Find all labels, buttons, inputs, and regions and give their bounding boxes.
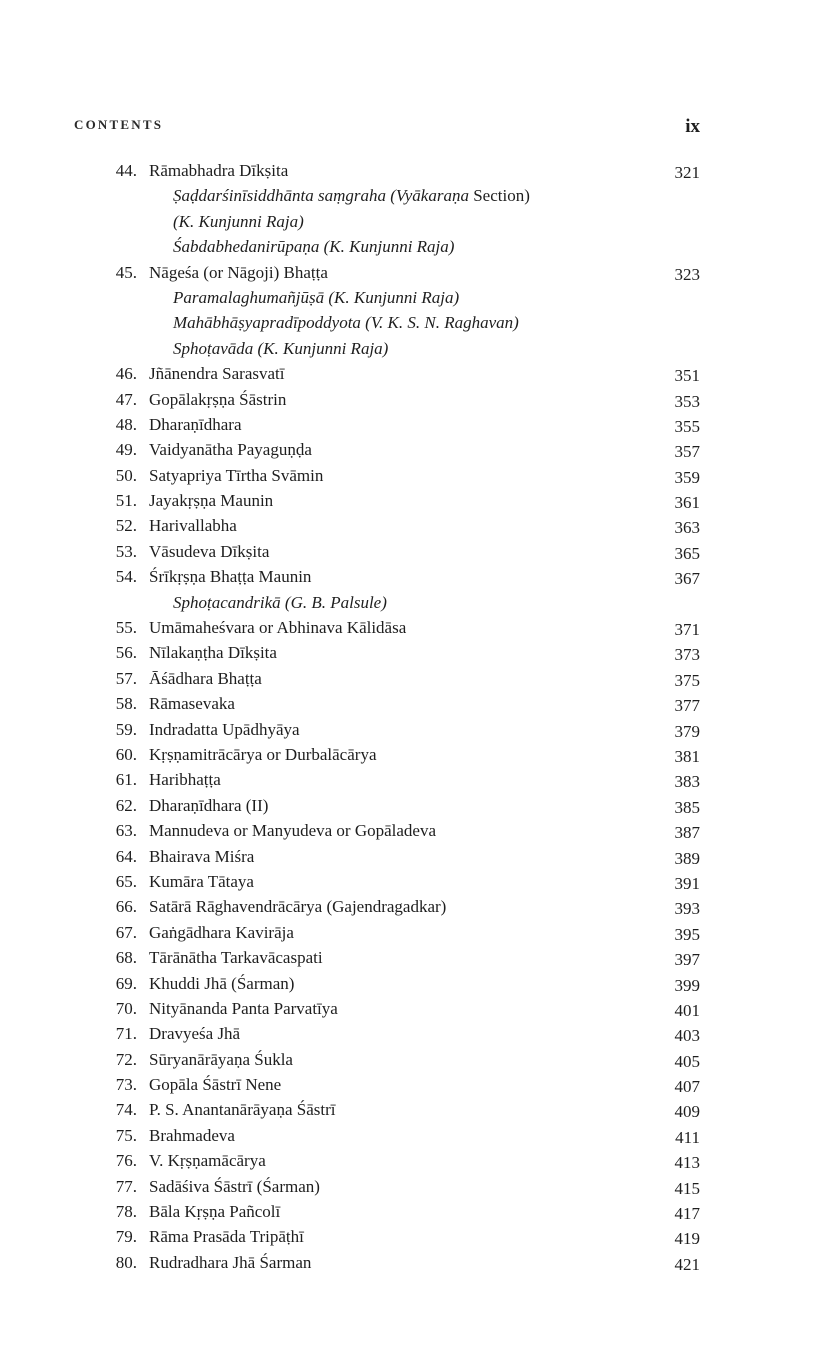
entry-number: 76. xyxy=(115,1151,137,1171)
entry-number: 59. xyxy=(115,719,137,739)
entry-number: 57. xyxy=(115,668,137,688)
toc-entry xyxy=(0,437,832,462)
entry-page-number: 367 xyxy=(674,569,700,589)
entry-number: 78. xyxy=(115,1202,137,1222)
toc-entry xyxy=(0,640,832,665)
toc-subentry xyxy=(0,310,832,335)
entry-page-number: 399 xyxy=(674,975,700,995)
subentry-text: Sphoṭavāda (K. Kunjunni Raja) xyxy=(173,338,389,358)
toc-entry xyxy=(0,412,832,437)
entry-page-number: 355 xyxy=(674,416,700,436)
subentry-title xyxy=(173,336,388,361)
toc-entry xyxy=(0,1021,832,1046)
entry-title: Mannudeva or Manyudeva or Gopāladeva xyxy=(149,821,437,841)
entry-title: Vaidyanātha Payaguṇḍa xyxy=(149,440,312,460)
toc-entry xyxy=(0,818,832,843)
page-number: ix xyxy=(685,116,700,137)
toc-entry xyxy=(0,1224,832,1249)
entry-page-number: 397 xyxy=(674,950,700,970)
entry-page-number: 391 xyxy=(674,873,700,893)
entry-number: 71. xyxy=(115,1024,137,1044)
entry-page-number: 381 xyxy=(674,746,700,766)
toc-entry xyxy=(0,767,832,792)
entry-page-number: 409 xyxy=(674,1102,700,1122)
entry-title: Jñānendra Sarasvatī xyxy=(149,364,285,384)
entry-title: Satārā Rāghavendrācārya (Gajendragadkar) xyxy=(149,897,447,917)
entry-number: 65. xyxy=(115,871,137,891)
entry-number: 58. xyxy=(115,694,137,714)
entry-title: Nāgeśa (or Nāgoji) Bhaṭṭa xyxy=(149,262,328,282)
subentry-text: Paramalaghumañjūṣā (K. Kunjunni Raja) xyxy=(173,287,460,307)
entry-title: Kumāra Tātaya xyxy=(149,871,254,891)
entry-title: Bhairava Miśra xyxy=(149,846,255,866)
entry-title: Dharaṇīdhara xyxy=(149,414,242,434)
toc-entry xyxy=(0,1148,832,1173)
entry-number: 63. xyxy=(115,821,137,841)
entry-page-number: 407 xyxy=(674,1077,700,1097)
toc-entry xyxy=(0,564,832,589)
entry-title: Āśādhara Bhaṭṭa xyxy=(149,668,262,688)
toc-entry xyxy=(0,742,832,767)
entry-title: Rudradhara Jhā Śarman xyxy=(149,1252,312,1272)
entry-title: Gaṅgādhara Kavirāja xyxy=(149,922,294,942)
entry-page-number: 373 xyxy=(674,645,700,665)
entry-page-number: 393 xyxy=(674,899,700,919)
toc-entry xyxy=(0,513,832,538)
entry-number: 46. xyxy=(115,364,137,384)
toc-entry xyxy=(0,996,832,1021)
entry-number: 69. xyxy=(115,973,137,993)
entry-page-number: 415 xyxy=(674,1178,700,1198)
entry-title: Nityānanda Panta Parvatīya xyxy=(149,998,338,1018)
toc-subentry xyxy=(0,336,832,361)
entry-page-number: 363 xyxy=(674,518,700,538)
entry-page-number: 361 xyxy=(674,493,700,513)
toc-entry xyxy=(0,260,832,285)
entry-number: 70. xyxy=(115,998,137,1018)
entry-title: Harivallabha xyxy=(149,516,237,536)
entry-title: Śrīkṛṣṇa Bhaṭṭa Maunin xyxy=(149,567,312,587)
entry-number: 45. xyxy=(115,262,137,282)
entry-title: Dharaṇīdhara (II) xyxy=(149,795,269,815)
entry-number: 64. xyxy=(115,846,137,866)
entry-page-number: 365 xyxy=(674,543,700,563)
entry-number: 79. xyxy=(115,1227,137,1247)
entry-number: 49. xyxy=(115,440,137,460)
toc-subentry xyxy=(0,285,832,310)
entry-page-number: 375 xyxy=(674,670,700,690)
entry-page-number: 379 xyxy=(674,721,700,741)
entry-number: 53. xyxy=(115,541,137,561)
entry-number: 54. xyxy=(115,567,137,587)
toc-entry xyxy=(0,1123,832,1148)
entry-page-number: 387 xyxy=(674,823,700,843)
entry-page-number: 357 xyxy=(674,442,700,462)
entry-number: 55. xyxy=(115,618,137,638)
entry-number: 75. xyxy=(115,1125,137,1145)
entry-number: 80. xyxy=(115,1252,137,1272)
toc-subentry xyxy=(0,590,832,615)
entry-title: V. Kṛṣṇamācārya xyxy=(149,1151,266,1171)
toc-entry xyxy=(0,844,832,869)
toc-entry xyxy=(0,869,832,894)
toc-entry xyxy=(0,463,832,488)
entry-title: Gopālakṛṣṇa Śāstrin xyxy=(149,389,287,409)
entry-title: Jayakṛṣṇa Maunin xyxy=(149,491,274,511)
entry-number: 74. xyxy=(115,1100,137,1120)
entry-page-number: 389 xyxy=(674,848,700,868)
entry-title: Rāmasevaka xyxy=(149,694,235,714)
entry-title: Sūryanārāyaṇa Śukla xyxy=(149,1049,293,1069)
entry-number: 68. xyxy=(115,948,137,968)
subentry-title xyxy=(173,285,459,310)
entry-number: 51. xyxy=(115,491,137,511)
entry-page-number: 411 xyxy=(675,1127,700,1147)
entry-title: Umāmaheśvara or Abhinava Kālidāsa xyxy=(149,618,407,638)
entry-number: 50. xyxy=(115,465,137,485)
entry-number: 62. xyxy=(115,795,137,815)
entry-number: 66. xyxy=(115,897,137,917)
subentry-text: Ṣaḍdarśinīsiddhānta saṃgraha (Vyākaraṇa xyxy=(173,186,474,206)
entry-page-number: 421 xyxy=(674,1254,700,1274)
entry-page-number: 321 xyxy=(674,163,700,182)
subentry-text: Sphoṭacandrikā (G. B. Palsule) xyxy=(173,592,387,612)
toc-entry xyxy=(0,615,832,640)
entry-title: Dravyeśa Jhā xyxy=(149,1024,241,1044)
toc-entry xyxy=(0,539,832,564)
toc-entry xyxy=(0,971,832,996)
entry-title: Nīlakaṇṭha Dīkṣita xyxy=(149,643,277,663)
running-header: CONTENTS xyxy=(74,117,164,132)
subentry-text: Mahābhāṣyapradīpoddyota (V. K. S. N. Raghavan) xyxy=(173,313,519,333)
entry-title: P. S. Anantanārāyaṇa Śāstrī xyxy=(149,1100,336,1120)
toc-entry xyxy=(0,920,832,945)
subentry-title xyxy=(173,310,519,335)
toc-entry xyxy=(0,1097,832,1122)
entry-number: 47. xyxy=(115,389,137,409)
subentry-title xyxy=(173,234,454,259)
toc-entry xyxy=(0,361,832,386)
entry-page-number: 419 xyxy=(674,1229,700,1249)
entry-page-number: 395 xyxy=(674,924,700,944)
toc-subentry xyxy=(0,209,832,234)
entry-title: Khuddi Jhā (Śarman) xyxy=(149,973,295,993)
entry-page-number: 377 xyxy=(674,696,700,716)
entry-page-number: 351 xyxy=(674,366,700,386)
toc-entry xyxy=(0,488,832,513)
entry-page-number: 385 xyxy=(674,797,700,817)
entry-number: 48. xyxy=(115,414,137,434)
subentry-title xyxy=(173,590,387,615)
entry-title: Tārānātha Tarkavācaspati xyxy=(149,948,323,968)
entry-title: Bāla Kṛṣṇa Pañcolī xyxy=(149,1202,281,1222)
toc-entry xyxy=(0,158,832,183)
entry-page-number: 405 xyxy=(674,1051,700,1071)
subentry-title xyxy=(173,183,530,208)
entry-number: 56. xyxy=(115,643,137,663)
toc-entry xyxy=(0,1174,832,1199)
toc-entry xyxy=(0,1072,832,1097)
entry-number: 77. xyxy=(115,1176,137,1196)
toc-entry xyxy=(0,894,832,919)
entry-page-number: 323 xyxy=(674,264,700,284)
toc-entry xyxy=(0,691,832,716)
subentry-text: Section) xyxy=(473,186,530,206)
toc-entry xyxy=(0,945,832,970)
toc-entry xyxy=(0,717,832,742)
entry-page-number: 371 xyxy=(674,620,700,640)
entry-page-number: 413 xyxy=(674,1153,700,1173)
entry-title: Sadāśiva Śāstrī (Śarman) xyxy=(149,1176,320,1196)
entry-number: 60. xyxy=(115,744,137,764)
entry-title: Gopāla Śāstrī Nene xyxy=(149,1075,282,1095)
entry-title: Kṛṣṇamitrācārya or Durbalācārya xyxy=(149,744,377,764)
entry-title: Vāsudeva Dīkṣita xyxy=(149,541,270,561)
toc-entry xyxy=(0,1250,832,1275)
entry-title: Rāma Prasāda Tripāṭhī xyxy=(149,1227,304,1247)
entry-number: 73. xyxy=(115,1075,137,1095)
toc-subentry xyxy=(0,183,832,208)
subentry-text: Śabdabhedanirūpaṇa (K. Kunjunni Raja) xyxy=(173,237,455,257)
subentry-text: (K. Kunjunni Raja) xyxy=(173,211,304,231)
entry-title: Indradatta Upādhyāya xyxy=(149,719,300,739)
toc-entry xyxy=(0,1047,832,1072)
entry-page-number: 401 xyxy=(674,1000,700,1020)
entry-page-number: 383 xyxy=(674,772,700,792)
entry-number: 61. xyxy=(115,770,137,790)
entry-page-number: 353 xyxy=(674,391,700,411)
entry-number: 67. xyxy=(115,922,137,942)
entry-page-number: 417 xyxy=(674,1204,700,1224)
entry-number: 44. xyxy=(115,161,137,180)
contents-list xyxy=(0,158,832,1275)
toc-entry xyxy=(0,666,832,691)
entry-page-number: 403 xyxy=(674,1026,700,1046)
entry-title: Satyapriya Tīrtha Svāmin xyxy=(149,465,324,485)
entry-number: 52. xyxy=(115,516,137,536)
subentry-title xyxy=(173,209,304,234)
entry-title: Rāmabhadra Dīkṣita xyxy=(149,161,289,180)
toc-entry xyxy=(0,387,832,412)
toc-subentry xyxy=(0,234,832,259)
entry-number: 72. xyxy=(115,1049,137,1069)
entry-page-number: 359 xyxy=(674,467,700,487)
toc-entry xyxy=(0,793,832,818)
toc-entry xyxy=(0,1199,832,1224)
entry-title: Haribhaṭṭa xyxy=(149,770,221,790)
entry-title: Brahmadeva xyxy=(149,1125,235,1145)
